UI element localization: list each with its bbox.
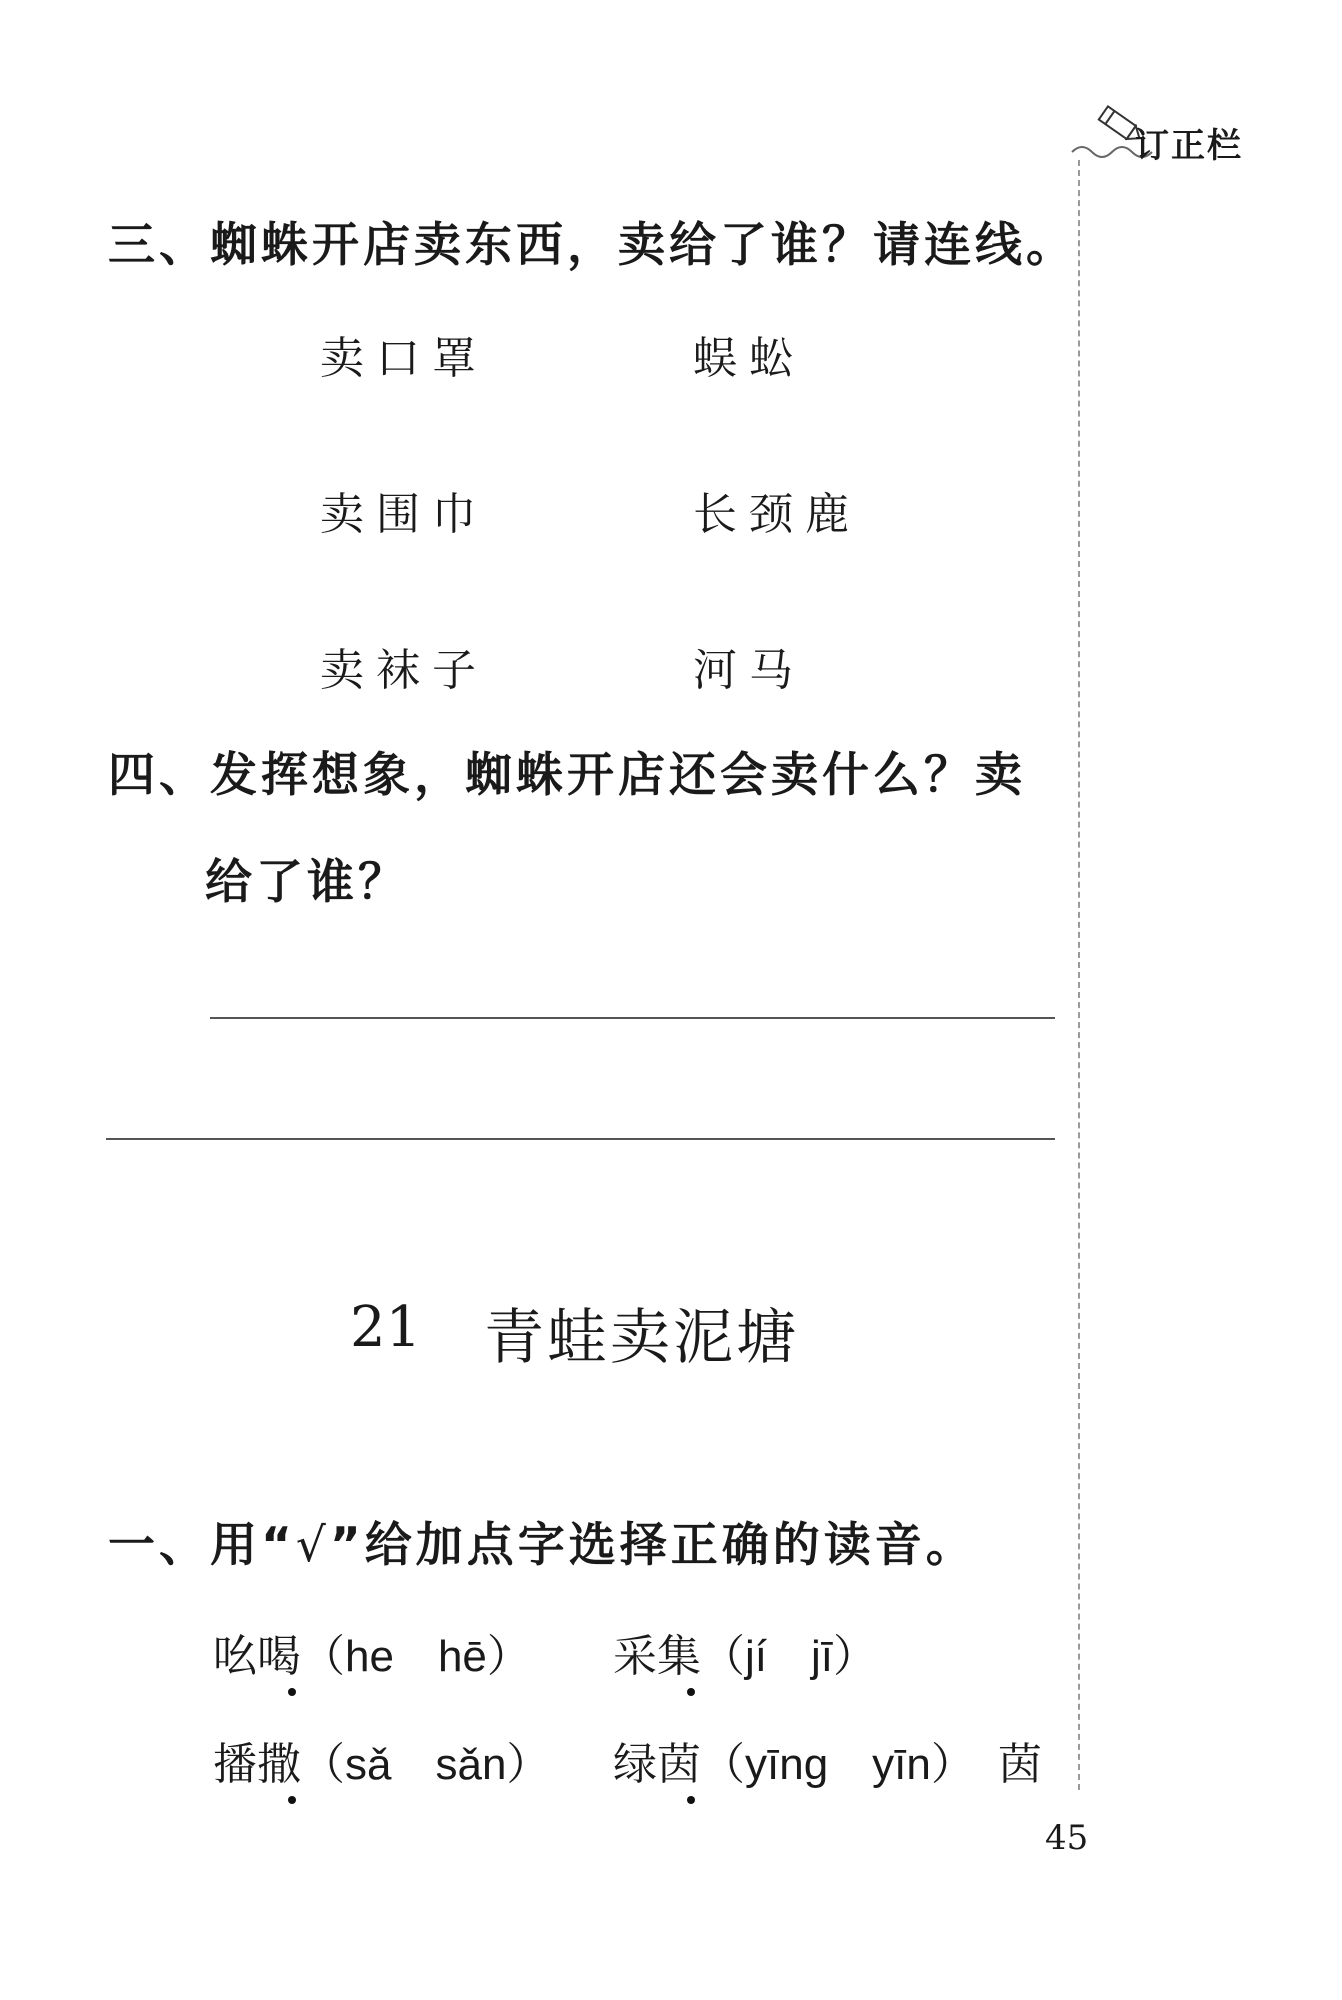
- correction-column-divider: [1078, 160, 1080, 1790]
- match-left-item[interactable]: 卖口罩: [320, 333, 488, 384]
- emphasis-dot-icon: [288, 1688, 296, 1696]
- answer-line[interactable]: [210, 1017, 1055, 1019]
- pinyin-options[interactable]: （jí jī）: [701, 1632, 877, 1681]
- pinyin-item-overflow: [998, 1728, 1042, 1792]
- match-left-item[interactable]: 卖围巾: [320, 489, 488, 540]
- answer-line[interactable]: [106, 1138, 1055, 1140]
- page-number: 45: [1045, 1818, 1089, 1858]
- pinyin-options[interactable]: （he hē）: [301, 1632, 531, 1681]
- pinyin-word: 播撒: [213, 1739, 301, 1790]
- lesson-number: 21: [350, 1295, 422, 1360]
- match-right-item[interactable]: 长颈鹿: [693, 489, 861, 540]
- pinyin-options[interactable]: （sǎ sǎn）: [301, 1740, 551, 1789]
- section-1-heading-pre: 一、用“: [108, 1518, 296, 1573]
- match-left-item[interactable]: 卖袜子: [320, 645, 488, 696]
- pinyin-word: 吆喝: [213, 1631, 301, 1682]
- match-right-item[interactable]: 河马: [693, 645, 805, 696]
- correction-column-label: 订正栏: [1135, 126, 1243, 166]
- pinyin-item: [613, 1620, 877, 1684]
- emphasis-dot-icon: [687, 1688, 695, 1696]
- emphasis-dot-icon: [687, 1796, 695, 1804]
- pinyin-options[interactable]: （yīng yīn）: [701, 1740, 975, 1789]
- lesson-title: 青蛙卖泥塘: [484, 1303, 799, 1373]
- pinyin-item: [613, 1728, 975, 1792]
- pinyin-item: [213, 1728, 550, 1792]
- pinyin-item: [213, 1620, 531, 1684]
- pinyin-word: 茵: [998, 1739, 1042, 1790]
- section-1-heading: [108, 1508, 977, 1575]
- check-mark-icon: √: [295, 1518, 330, 1573]
- pinyin-word: 绿茵: [613, 1739, 701, 1790]
- match-right-item[interactable]: 蜈蚣: [693, 333, 805, 384]
- section-1-heading-post: ”给加点字选择正确的读音。: [329, 1518, 977, 1573]
- section-4-heading-continued: 给了谁？: [205, 855, 409, 910]
- section-4-heading: 四、发挥想象，蜘蛛开店还会卖什么？卖: [108, 748, 1026, 803]
- emphasis-dot-icon: [288, 1796, 296, 1804]
- pinyin-word: 采集: [613, 1631, 701, 1682]
- section-3-heading: 三、蜘蛛开店卖东西，卖给了谁？请连线。: [108, 218, 1077, 273]
